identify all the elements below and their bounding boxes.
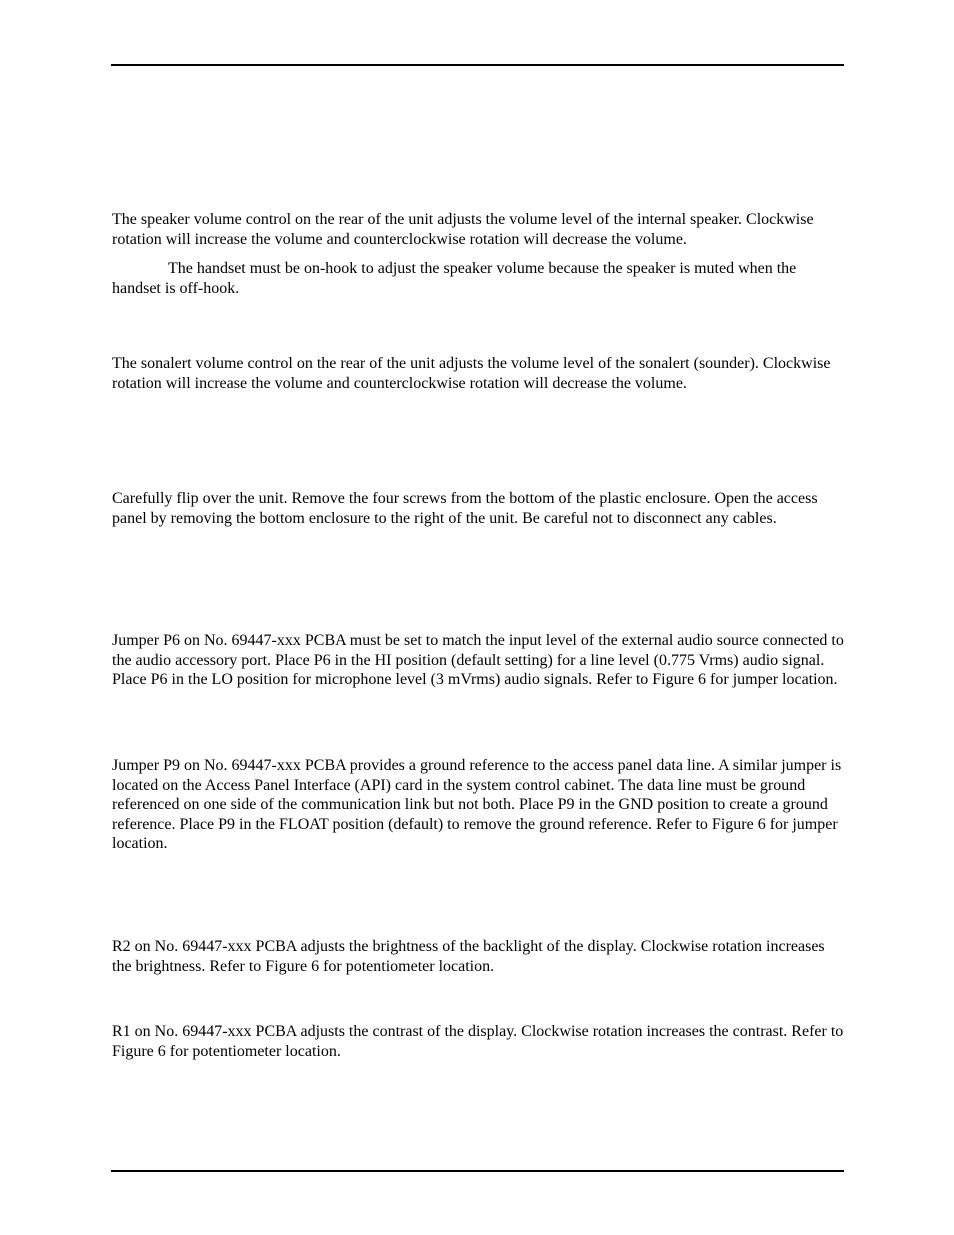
paragraph-jumper-p6 — [112, 631, 846, 690]
paragraph-speaker-note — [112, 259, 846, 298]
paragraph-access-panel — [112, 489, 846, 528]
paragraph-sonalert-volume — [112, 354, 846, 393]
paragraph-text: The handset must be on-hook to adjust the speaker volume because the speaker is muted when the handset is off-hook. — [112, 260, 797, 297]
paragraph-text: The speaker volume control on the rear of the unit adjusts the volume level of the internal speaker. Clockwise rotation will increase the volume and counterclockwise rotation will decrease the volume. — [112, 211, 814, 248]
header-rule — [111, 64, 844, 66]
paragraph-speaker-volume — [112, 210, 846, 249]
footer-rule — [111, 1170, 844, 1172]
paragraph-text: Jumper P6 on No. 69447-xxx PCBA must be set to match the input level of the external audio source connected to the audio accessory port. Place P6 in the HI position (default setting) for a line level (0.775 Vrms) audio signal. Place P6 in the LO position for microphone level (3 mVrms) audio signals. Refer to Figure 6 for jumper location. — [112, 632, 844, 688]
paragraph-text: The sonalert volume control on the rear of the unit adjusts the volume level of the sonalert (sounder). Clockwise rotation will increase the volume and counterclockwise rotation will decrease the volume. — [112, 355, 831, 392]
paragraph-text: Jumper P9 on No. 69447-xxx PCBA provides a ground reference to the access panel data line. A similar jumper is located on the Access Panel Interface (API) card in the system control cabinet. The data line must be ground referenced on one side of the communication link but not both. Place P9 in the GND position to create a ground reference. Place P9 in the FLOAT position (default) to remove the ground reference. Refer to Figure 6 for jumper location. — [112, 757, 842, 852]
paragraph-text: R1 on No. 69447-xxx PCBA adjusts the contrast of the display. Clockwise rotation increases the contrast. Refer to Figure 6 for potentiometer location. — [112, 1023, 844, 1060]
paragraph-text: Carefully flip over the unit. Remove the four screws from the bottom of the plastic enclosure. Open the access panel by removing the bottom enclosure to the right of the unit. Be careful not to disconnect any cables. — [112, 490, 818, 527]
paragraph-jumper-p9 — [112, 756, 846, 854]
paragraph-r2-brightness — [112, 937, 846, 976]
paragraph-text: R2 on No. 69447-xxx PCBA adjusts the brightness of the backlight of the display. Clockwise rotation increases the brightness. Refer to Figure 6 for potentiometer location. — [112, 938, 825, 975]
paragraph-r1-contrast — [112, 1022, 846, 1061]
